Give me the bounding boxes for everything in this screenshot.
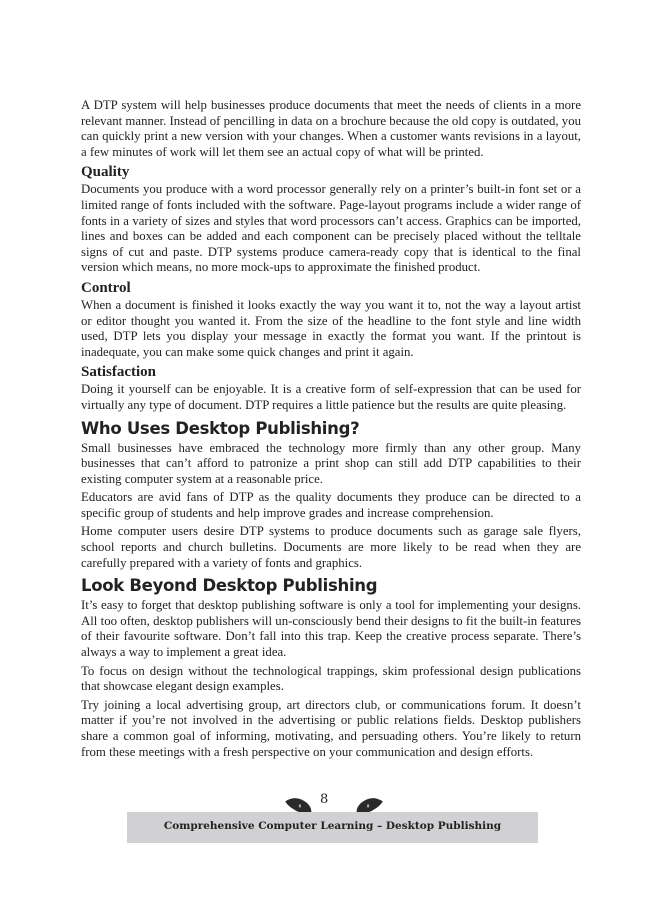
heading-satisfaction: Satisfaction bbox=[81, 364, 156, 381]
intro-paragraph: A DTP system will help businesses produce documents that meet the needs of clients in a more relevant manner. Instead of pencilling in data on a brochure because the old copy is outdated, you can quickly print a new version with your changes. When a customer wants revisions in a layout, a few minutes of work will let them see an actual copy of what will be printed. bbox=[81, 98, 581, 159]
page-number: 8 bbox=[320, 792, 329, 807]
paragraph: When a document is finished it looks exactly the way you want it to, not the way a layout artist or editor thought you wanted it. From the size of the headline to the font style and line width used, DTP lets you display your message in exactly the format you want. If the printout is inadequate, you can make some quick changes and print it again. bbox=[81, 297, 581, 359]
paragraph: It’s easy to forget that desktop publishing software is only a tool for implementing your designs. All too often, desktop publishers will un-consciously bend their designs to fit the built-in features of their favourite software. Don’t fall into this trap. Keep the creative process separate. There’s always a way to implement a great idea. bbox=[81, 598, 581, 660]
heading-who-uses-dtp: Who Uses Desktop Publishing? bbox=[81, 418, 360, 438]
heading-quality: Quality bbox=[81, 164, 130, 181]
heading-look-beyond: Look Beyond Desktop Publishing bbox=[81, 576, 378, 596]
footer-banner bbox=[127, 812, 538, 843]
paragraph: Try joining a local advertising group, art directors club, or communications forum. It doesn’t matter if you’re not involved in the advertising or public relations fields. Desktop publishers share a common goal of informing, motivating, and persuading others. You’re likely to return from these meetings with a fresh perspective on your communication and design efforts. bbox=[81, 697, 581, 759]
paragraph: Doing it yourself can be enjoyable. It is a creative form of self-expression that can be used for virtually any type of document. DTP requires a little patience but the results are quite pleasing. bbox=[81, 382, 581, 412]
paragraph: Small businesses have embraced the technology more firmly than any other group. Many businesses that can’t afford to patronize a print shop can still add DTP capabilities to their existing computer system at a reasonable price. bbox=[81, 440, 581, 486]
paragraph: Documents you produce with a word processor generally rely on a printer’s built-in font set or a limited range of fonts included with the software. Page-layout programs include a wider range of fonts in a variety of sizes and styles that word processors can’t access. Graphics can be imported, lines and boxes can be added and each component can be precisely placed without the telltale signs of cut and paste. DTP systems produce camera-ready copy that is identical to the final version which means, no more mock-ups to approximate the finished product. bbox=[81, 182, 581, 275]
heading-control: Control bbox=[81, 279, 131, 296]
footer-title: Comprehensive Computer Learning – Desktop Publishing bbox=[163, 820, 502, 832]
paragraph: Educators are avid fans of DTP as the quality documents they produce can be directed to a specific group of students and help improve grades and increase comprehension. bbox=[81, 490, 581, 520]
paragraph: To focus on design without the technological trappings, skim professional design publications that showcase elegant design examples. bbox=[81, 663, 581, 694]
paragraph: Home computer users desire DTP systems to produce documents such as garage sale flyers, school reports and church bulletins. Documents are more likely to be read when they are carefully prepared with a variety of fonts and graphics. bbox=[81, 524, 581, 570]
page-body bbox=[81, 98, 581, 763]
